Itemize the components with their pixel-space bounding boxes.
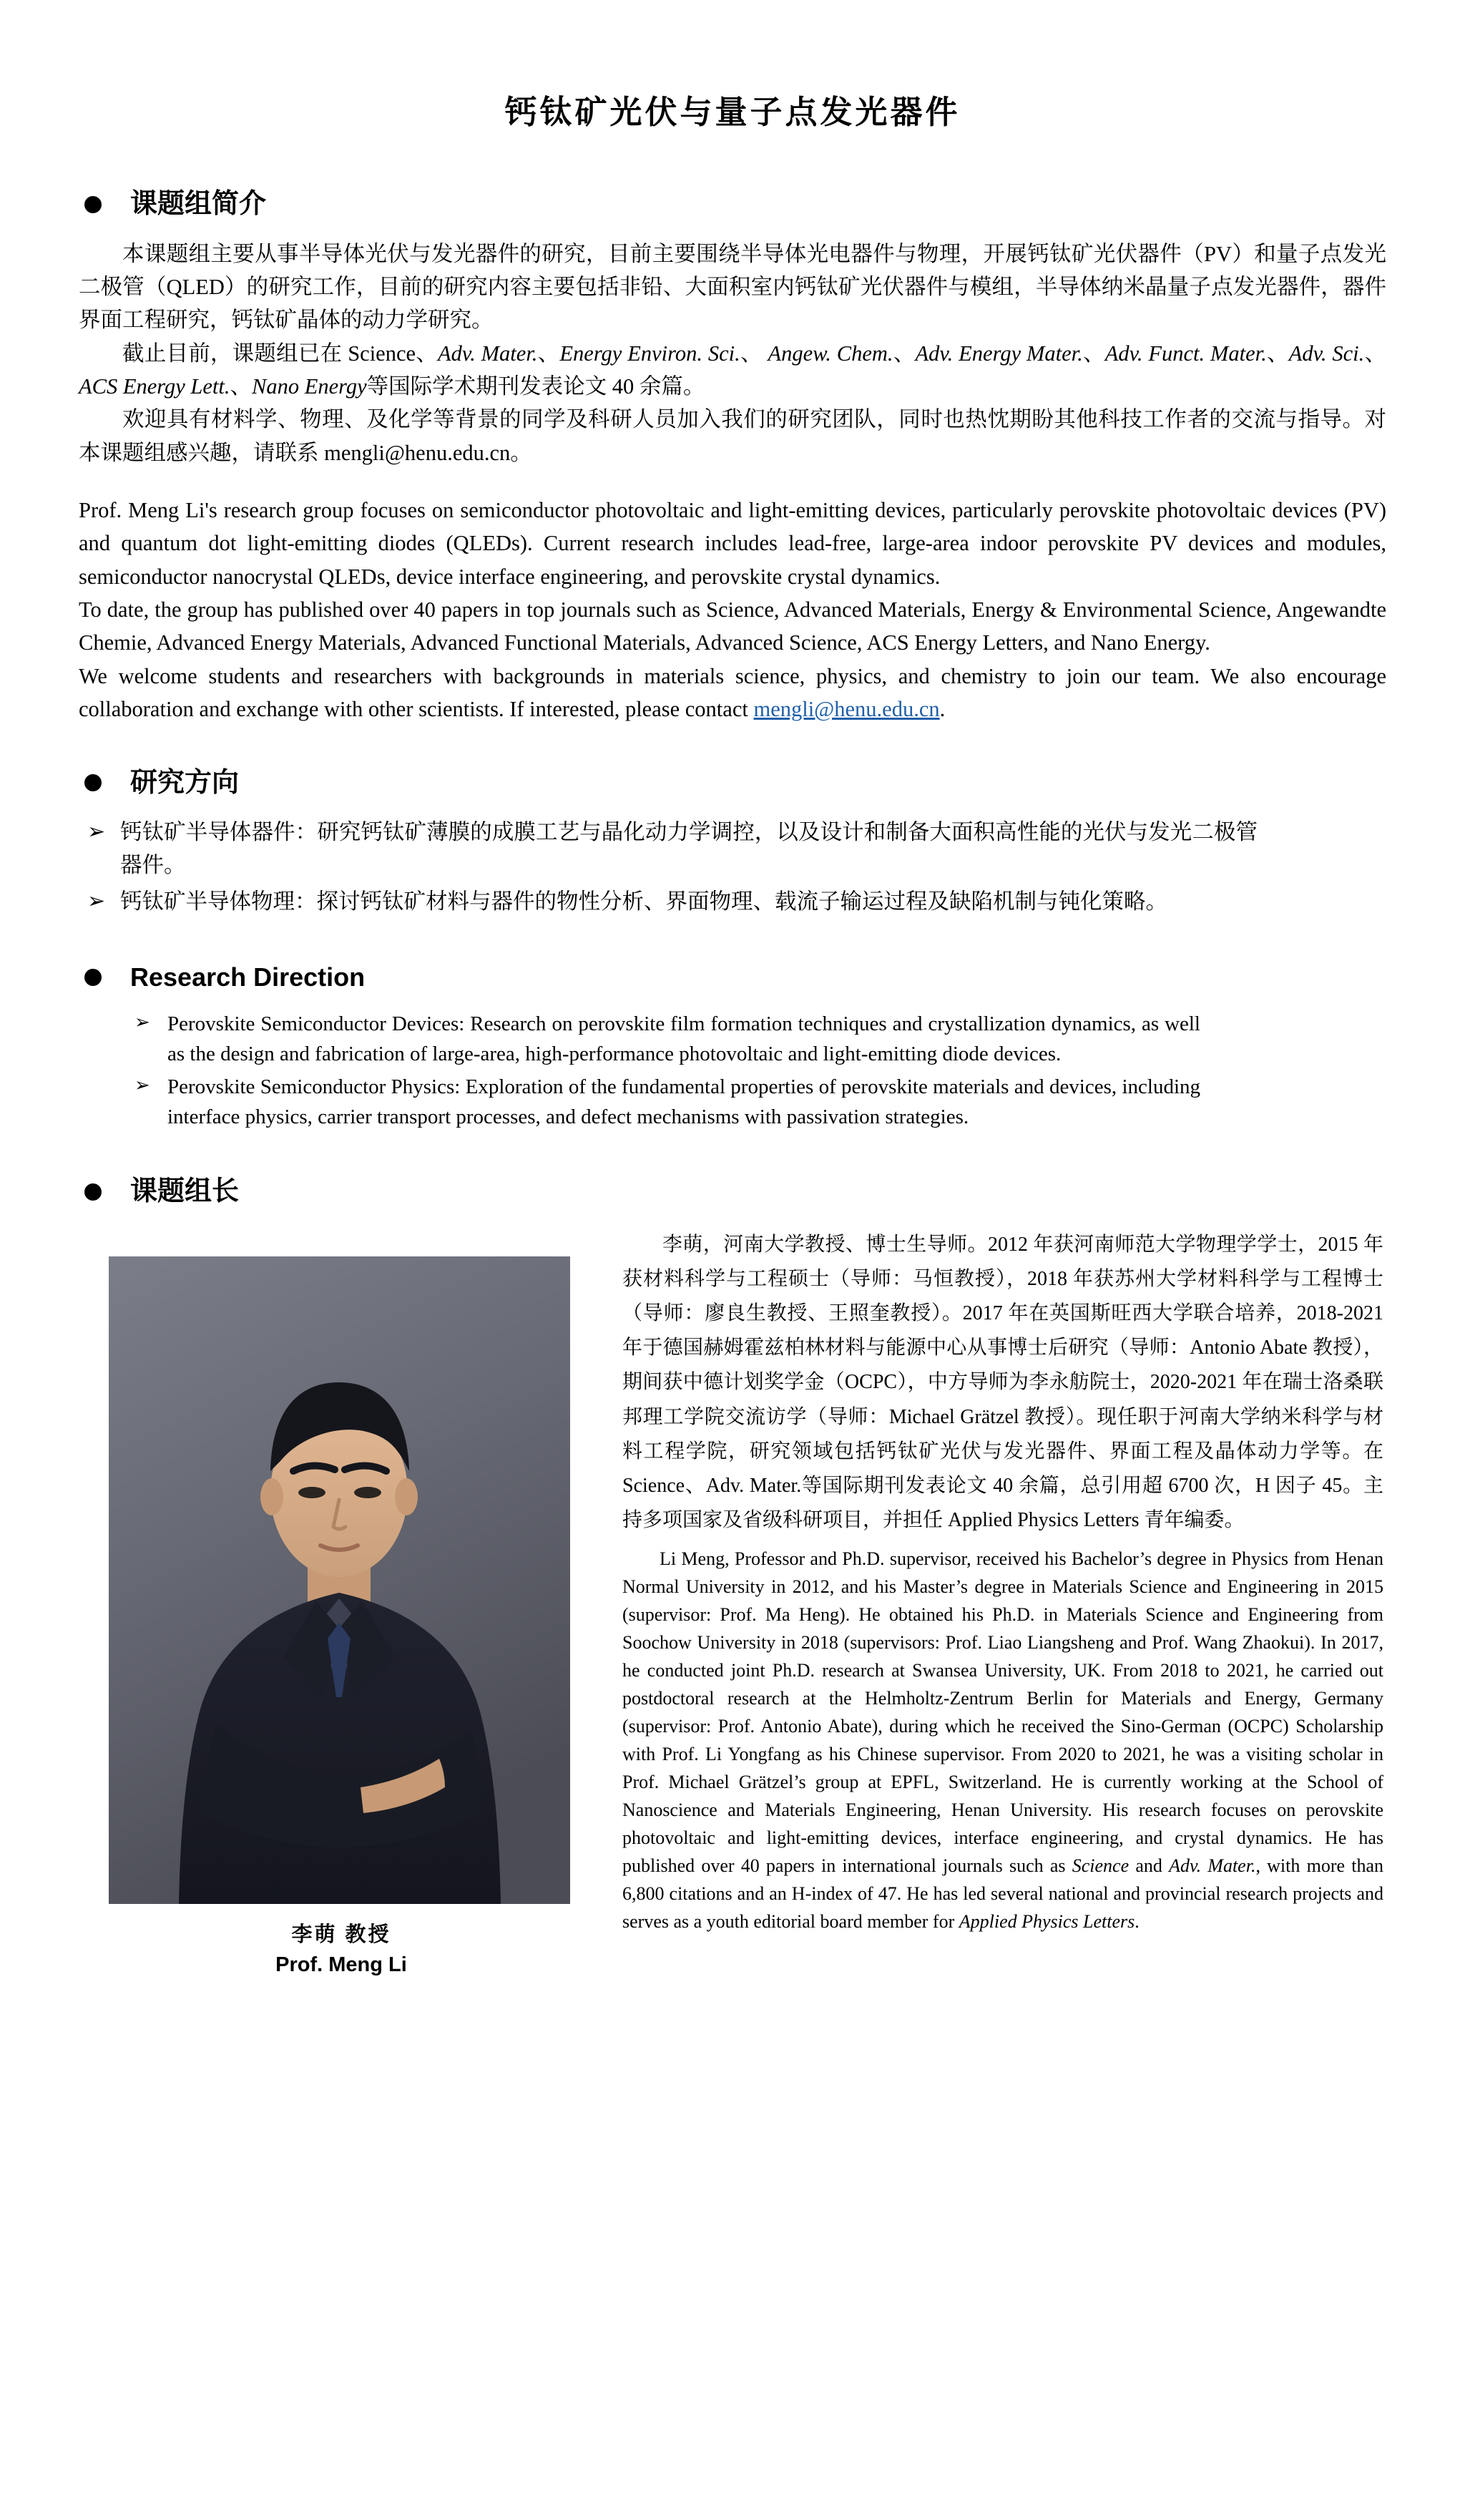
email-link[interactable]: mengli@henu.edu.cn (753, 697, 940, 722)
research-cn-item-1: 钙钛矿半导体器件：研究钙钛矿薄膜的成膜工艺与晶化动力学调控，以及设计和制备大面积高性能的光伏与发光二极管器件。 (120, 820, 1258, 878)
journal-adv-energy-mater: Adv. Energy Mater. (915, 341, 1083, 366)
intro-cn-paragraph-2: 截止目前，课题组已在 Science、Adv. Mater.、Energy Environ. Sci.、 Angew. Chem.、Adv. Energy Mater.、Adv. Funct. Mater.、Adv. Sci.、ACS Energy Lett.、Nano Energy等国际学术期刊发表论文 40 余篇。 (79, 341, 1387, 399)
list-item (87, 885, 1258, 918)
portrait-photo (109, 1256, 570, 1904)
leader-bio-english (622, 1545, 1383, 1935)
leader-bio-chinese: 李萌，河南大学教授、博士生导师。2012 年获河南师范大学物理学学士，2015 年获材料科学与工程硕士（导师：马恒教授），2018 年获苏州大学材料科学与工程博士（导师：廖良生教授、王照奎教授）。2017 年在英国斯旺西大学联合培养，2018-2021 年于德国赫姆霍兹柏林材料与能源中心从事博士后研究（导师：Antonio Abate 教授），期间获中德计划奖学金（OCPC），中方导师为李永舫院士，2020-2021 年在瑞士洛桑联邦理工学院交流访学（导师：Michael Grätzel 教授）。现任职于河南大学纳米科学与材料工程学院，研究领域包括钙钛矿光伏与发光器件、界面工程及晶体动力学等。在 Science、Adv. Mater.等国际期刊发表论文 40 余篇，总引用超 6700 次，H 因子 45。主持多项国家及省级科研项目，并担任 Applied Physics Letters 青年编委。 (622, 1233, 1383, 1532)
bullet-dot-icon (84, 969, 102, 986)
research-cn-item-2: 钙钛矿半导体物理：探讨钙钛矿材料与器件的物性分析、界面物理、载流子输运过程及缺陷机制与钝化策略。 (120, 889, 1167, 914)
intro-english-body (79, 494, 1386, 726)
leader-section (79, 1228, 1386, 1987)
bullet-dot-icon (84, 774, 102, 791)
photo-caption (109, 1920, 574, 1980)
section-heading-research-en-label: Research Direction (130, 962, 366, 992)
intro-en-p3-period: . (939, 697, 946, 722)
bullet-dot-icon (84, 1183, 102, 1201)
journal-acs-energy-lett: ACS Energy Lett. (79, 373, 230, 399)
intro-cn-p2-tail: 等国际学术期刊发表论文 40 余篇。 (366, 373, 705, 399)
intro-en-paragraph-1: Prof. Meng Li's research group focuses on semiconductor photovoltaic and light-emitting devices, particularly perovskite photovoltaic devices (PV) and quantum dot light-emitting diodes (QLEDs). Current research includes lead-free, large-area indoor perovskite PV devices and modules, semiconductor nanocrystal QLEDs, device interface engineering, and perovskite crystal dynamics. (79, 498, 1386, 589)
section-heading-intro (79, 187, 1386, 222)
arrow-bullet-icon: ➢ (134, 1012, 150, 1034)
journal-nano-energy: Nano Energy (252, 373, 367, 399)
bio-en-part-4: . (1135, 1911, 1140, 1933)
research-en-item-2: Perovskite Semiconductor Physics: Exploration of the fundamental properties of perovskite materials and devices, including interface physics, carrier transport processes, and defect mechanisms with passivation strategies. (167, 1075, 1200, 1129)
journal-adv-funct-mater: Adv. Funct. Mater. (1104, 341, 1267, 366)
intro-cn-paragraph-3: 欢迎具有材料学、物理、及化学等背景的同学及科研人员加入我们的研究团队，同时也热忱期盼其他科技工作者的交流与指导。对本课题组感兴趣，请联系 mengli@henu.edu.cn。 (79, 407, 1386, 465)
intro-en-paragraph-3 (79, 660, 1386, 726)
research-en-item-1: Perovskite Semiconductor Devices: Research on perovskite film formation techniques and crystallization dynamics, as well as the design and fabrication of large-area, high-performance photovoltaic and light-emitting diode devices. (167, 1012, 1200, 1066)
journal-angew-chem: Angew. Chem. (768, 341, 893, 366)
arrow-bullet-icon: ➢ (87, 888, 106, 914)
bio-journal-adv-mater: Adv. Mater. (1169, 1855, 1256, 1877)
intro-chinese-body (79, 238, 1386, 470)
section-heading-research-en (79, 961, 1386, 993)
section-heading-leader-label: 课题组长 (130, 1176, 240, 1207)
bio-journal-science: Science (1072, 1855, 1130, 1877)
intro-en-paragraph-2: To date, the group has published over 40 papers in top journals such as Science, Advanced Materials, Energy & Environmental Science, Angewandte Chemie, Advanced Energy Materials, Advanced Functional Materials, Advanced Science, ACS Energy Letters, and Nano Energy. (79, 597, 1386, 655)
intro-cn-p2-lead: 截止目前，课题组已在 Science、 (122, 341, 438, 366)
list-item (134, 1072, 1200, 1132)
section-heading-research-cn (79, 766, 1386, 801)
journal-adv-sci: Adv. Sci. (1288, 341, 1365, 366)
section-heading-intro-label: 课题组简介 (130, 189, 267, 219)
section-heading-leader (79, 1175, 1386, 1209)
section-heading-research-cn-label: 研究方向 (130, 767, 240, 798)
list-item (134, 1009, 1200, 1069)
research-en-list (79, 1009, 1386, 1132)
intro-cn-paragraph-1: 本课题组主要从事半导体光伏与发光器件的研究，目前主要围绕半导体光电器件与物理，开展钙钛矿光伏器件（PV）和量子点发光二极管（QLED）的研究工作，目前的研究内容主要包括非铅、大面积室内钙钛矿光伏器件与模组，半导体纳米晶量子点发光器件，器件界面工程研究，钙钛矿晶体的动力学研究。 (79, 241, 1386, 333)
photo-caption-english: Prof. Meng Li (275, 1953, 407, 1976)
arrow-bullet-icon: ➢ (134, 1075, 150, 1097)
photo-caption-chinese: 李萌 教授 (291, 1923, 391, 1946)
bio-en-part-2: and (1129, 1855, 1170, 1877)
leader-bio-column (622, 1228, 1386, 1935)
bio-en-part-3: , with more than 6,800 citations and an H-index of 47. He has led several national and provincial research projects and serves as a youth editorial board member for (622, 1855, 1383, 1933)
page-title: 钙钛矿光伏与量子点发光器件 (504, 94, 961, 130)
arrow-bullet-icon: ➢ (87, 819, 106, 845)
bio-en-part-1: Li Meng, Professor and Ph.D. supervisor, received his Bachelor’s degree in Physics from Henan Normal University in 2012, and his Master’s degree in Materials Science and Engineering in 2015 (supervisor: Prof. Ma Heng). He obtained his Ph.D. in Materials Science and Engineering from Soochow University in 2018 (supervisors: Prof. Liao Liangsheng and Prof. Wang Zhaokui). In 2017, he conducted joint Ph.D. research at Swansea University, UK. From 2018 to 2021, he carried out postdoctoral research at the Helmholtz-Zentrum Berlin for Materials and Energy, Germany (supervisor: Prof. Antonio Abate), during which he received the Sino-German (OCPC) Scholarship with Prof. Li Yongfang as his Chinese supervisor. From 2020 to 2021, he was a visiting scholar in Prof. Michael Grätzel’s group at EPFL, Switzerland. He is currently working at the School of Nanoscience and Materials Engineering, Henan University. His research focuses on perovskite photovoltaic and light-emitting devices, interface engineering, and crystal dynamics. He has published over 40 papers in international journals such as (622, 1548, 1383, 1877)
research-cn-list (79, 816, 1386, 918)
portrait-image (109, 1256, 570, 1904)
bullet-dot-icon (84, 196, 102, 213)
bio-journal-apl: Applied Physics Letters (959, 1911, 1135, 1933)
list-item (87, 816, 1258, 882)
journal-adv-mater: Adv. Mater. (438, 341, 538, 366)
intro-en-p3-text: We welcome students and researchers with backgrounds in materials science, physics, and chemistry to join our team. We also encourage collaboration and exchange with other scientists. If interested, please contact (79, 663, 1386, 722)
leader-photo-column (109, 1256, 574, 1980)
journal-eesci: Energy Environ. Sci. (559, 341, 740, 366)
